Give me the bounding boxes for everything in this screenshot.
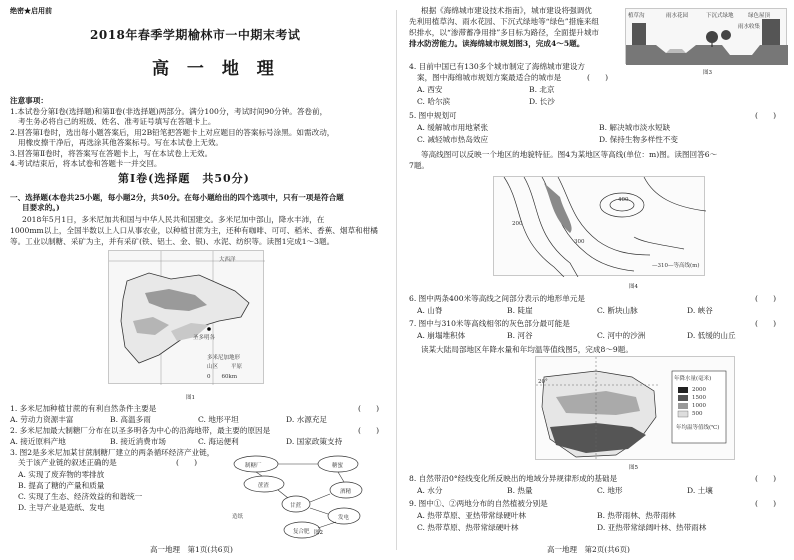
question-3: 3. 图2是多米尼加某甘蔗制糖厂建立的两条循环经济产业链， <box>10 448 215 457</box>
map-legend-plain: 平原 <box>231 364 243 370</box>
figure-5-caption: 图5 <box>629 465 638 471</box>
diagram-node-paper: 造纸 <box>232 514 244 520</box>
diagram-node-sugar-factory: 制糖厂 <box>245 463 262 469</box>
q2-option-d: D. 国家政策支持 <box>286 437 343 446</box>
q1-option-b: B. 高温多雨 <box>110 415 151 424</box>
contour-label: 400 <box>618 197 629 203</box>
q7-option-d: D. 低缓的山丘 <box>687 331 736 340</box>
passage-line: 等。工业以制糖、采矿为主，并有采矿(铁、铝土、金、银)、水泥、纺织等。读图1完成1～3题。 <box>10 237 335 246</box>
passage-line: 2018年5月1日，多米尼加共和国与中华人民共和国建交。多米尼加中部山，降水丰沛，在 <box>22 215 325 224</box>
passage-line: 织排水，以“渗滞蓄净用排”多目标为路径，全面提升城市 <box>409 28 600 37</box>
map-sea-label: 大西洋 <box>219 257 236 263</box>
answer-bracket: ( ) <box>755 499 777 508</box>
contour-label: 200 <box>512 221 523 227</box>
notice-line: 3.回答第Ⅱ卷时，将答案写在答题卡上，写在本试卷上无效。 <box>10 149 213 158</box>
q9-option-c: C. 热带草原、热带常绿硬叶林 <box>417 523 519 532</box>
q4-option-b: B. 北京 <box>529 85 555 94</box>
diagram-node-bagasse: 蔗渣 <box>258 483 270 489</box>
figure-4-contour-map <box>493 176 705 276</box>
passage-line: 读某大陆局部地区年降水量和年均温等值线图5，完成8～9题。 <box>421 345 633 354</box>
question-2: 2. 多米尼加最大制糖厂分布在以圣多明各为中心的沿海地带，最主要的原因是 <box>10 426 271 435</box>
figure-2-diagram <box>226 450 386 540</box>
diagram-node-alcohol: 酒精 <box>340 489 352 495</box>
q4-option-d: D. 长沙 <box>529 97 555 106</box>
page-footer: 高一地理 第2页(共6页) <box>547 545 630 554</box>
fig5-legend-title: 年降水量(毫米) <box>674 376 712 382</box>
figure-5-climate-map <box>535 356 735 460</box>
answer-bracket: ( ) <box>755 319 777 328</box>
answer-bracket: ( ) <box>755 474 777 483</box>
question-3-cont: 关于该产业链的叙述正确的是 <box>18 458 117 467</box>
notice-line: 2.回答第Ⅰ卷时，选出每小题答案后，用2B铅笔把答题卡上对应题目的答案标号涂黑。如需改动， <box>10 128 335 137</box>
section-intro: 一、选择题(本卷共25小题，每小题2分，共50分。在每小题给出的四个选项中，只有一项是符合题 <box>10 193 344 202</box>
q6-option-c: C. 断块山脉 <box>597 306 638 315</box>
question-7: 7. 图中与310米等高线相邻的灰色部分最可能是 <box>409 319 570 328</box>
q2-option-c: C. 海运便利 <box>198 437 239 446</box>
diagram-node-power: 发电 <box>338 515 350 521</box>
question-4: 4. 目前中国已有130多个城市制定了海绵城市建设方 <box>409 62 586 71</box>
q2-option-b: B. 接近消费市场 <box>110 437 166 446</box>
right-page <box>397 0 794 560</box>
exam-title: 2018年春季学期榆林市一中期末考试 <box>90 28 301 42</box>
fig5-legend-value: 1500 <box>692 395 706 401</box>
q5-option-c: C. 减轻城市热岛效应 <box>417 135 489 144</box>
q2-option-a: A. 接近原料产地 <box>10 437 66 446</box>
q6-option-a: A. 山脊 <box>417 306 443 315</box>
map-capital-label: 圣多明各 <box>193 335 216 341</box>
q9-option-b: B. 热带雨林、热带雨林 <box>597 511 676 520</box>
answer-bracket: ( ) <box>358 426 380 435</box>
notice-line: 1.本试卷分第Ⅰ卷(选择题)和第Ⅱ卷(非选择题)两部分。满分100分，考试时间90分钟。答卷前， <box>10 107 328 116</box>
figure-4-caption: 图4 <box>629 284 638 290</box>
notice-line: 用橡皮擦干净后，再选涂其他答案标号。写在本试卷上无效。 <box>18 138 224 147</box>
fig5-legend-value: 1000 <box>692 403 706 409</box>
fig3-label: 绿色屋顶 <box>748 13 771 19</box>
figure-1-caption: 图1 <box>186 395 195 401</box>
fig5-legend-temp: 年均温等值线(℃) <box>676 425 720 431</box>
notice-title: 注意事项： <box>10 96 48 105</box>
fig5-legend-value: 500 <box>692 411 703 417</box>
fig5-legend-value: 2000 <box>692 387 706 393</box>
q6-option-d: D. 峡谷 <box>687 306 713 315</box>
diagram-node-fertilizer: 复合肥 <box>293 529 310 535</box>
q7-option-b: B. 河谷 <box>507 331 533 340</box>
map-legend-title: 多米尼加地形 <box>207 355 241 361</box>
question-6: 6. 图中两条400米等高线之间部分表示的地形单元是 <box>409 294 586 303</box>
q1-option-c: C. 地形平坦 <box>198 415 239 424</box>
notice-line: 考生务必将自己的班级、姓名、准考证号填写在答题卡上。 <box>18 117 216 126</box>
latitude-label: 20° <box>538 379 548 385</box>
subject-title: 高 一 地 理 <box>152 59 280 79</box>
contour-legend: —310—等高线(m) <box>652 263 700 269</box>
q9-option-a: A. 热带草原、亚热带常绿硬叶林 <box>417 511 527 520</box>
passage-line: 7题。 <box>409 161 430 170</box>
answer-bracket: ( ) <box>587 73 609 82</box>
diagram-node-molasses: 糖蜜 <box>332 463 344 469</box>
figure-3-sponge-city <box>625 8 787 64</box>
question-8: 8. 自然带沿0°经线变化所反映出的地域分异规律形成的基础是 <box>409 474 618 483</box>
q8-option-d: D. 土壤 <box>687 486 713 495</box>
question-1: 1. 多米尼加种植甘蔗的有利自然条件主要是 <box>10 404 157 413</box>
diagram-node-sugarcane: 甘蔗 <box>290 503 302 509</box>
q7-option-a: A. 崩塌堆积体 <box>417 331 466 340</box>
q9-option-d: D. 亚热带常绿阔叶林、热带雨林 <box>597 523 707 532</box>
fig3-label: 下沉式绿地 <box>706 13 734 19</box>
q1-option-a: A. 劳动力资源丰富 <box>10 415 74 424</box>
figure-1-map <box>108 250 264 384</box>
q1-option-d: D. 水源充足 <box>286 415 328 424</box>
confidential-label: 绝密★启用前 <box>10 6 52 15</box>
q5-option-d: D. 保持生物多样性不变 <box>599 135 678 144</box>
q3-option-c: C. 实现了生态、经济效益的和谐统一 <box>18 492 143 501</box>
passage-line: 排水防涝能力。读海绵城市规划图3，完成4～5题。 <box>409 39 585 48</box>
figure-2-caption: 图2 <box>314 530 323 536</box>
question-4-cont: 案，图中海绵城市规划方案最适合的城市是 <box>417 73 562 82</box>
figure-3-caption: 图3 <box>703 70 712 76</box>
q8-option-b: B. 热量 <box>507 486 533 495</box>
q3-option-a: A. 实现了废弃物的零排放 <box>18 470 105 479</box>
passage-line: 根据《海绵城市建设技术指南》，城市建设将强调优 <box>421 6 592 15</box>
q7-option-c: C. 河中的沙洲 <box>597 331 646 340</box>
q4-option-a: A. 西安 <box>417 85 443 94</box>
q3-option-d: D. 主导产业是造纸、发电 <box>18 503 105 512</box>
q6-option-b: B. 陡崖 <box>507 306 533 315</box>
question-5: 5. 图中规划可 <box>409 111 457 120</box>
q3-option-b: B. 提高了糖的产量和质量 <box>18 481 105 490</box>
q5-option-b: B. 解决城市淡水短缺 <box>599 123 671 132</box>
q8-option-c: C. 地形 <box>597 486 623 495</box>
map-legend-mountain: 山区 <box>207 364 219 370</box>
fig3-label: 雨水收集 <box>738 24 761 30</box>
passage-line: 等高线图可以反映一个地区的地貌特征。图4为某地区等高线(单位：m)图。读图回答6～ <box>421 150 718 159</box>
fig3-label: 植草沟 <box>628 13 645 19</box>
answer-bracket: ( ) <box>755 111 777 120</box>
q4-option-c: C. 哈尔滨 <box>417 97 451 106</box>
passage-line: 先利用植草沟、雨水花园、下沉式绿地等“绿色”措施来组 <box>409 17 600 26</box>
notice-line: 4.考试结束后，将本试卷和答题卡一并交回。 <box>10 159 162 168</box>
section-intro: 目要求的。) <box>22 203 60 212</box>
question-9: 9. 图中①、②两地分布的自然植被分别是 <box>409 499 548 508</box>
page-footer: 高一地理 第1页(共6页) <box>150 545 233 554</box>
contour-label: 300 <box>574 239 585 245</box>
q8-option-a: A. 水分 <box>417 486 443 495</box>
climate-map-drawing <box>536 357 736 461</box>
answer-bracket: ( ) <box>358 404 380 413</box>
map-scale: 0 60km <box>207 374 238 380</box>
answer-bracket: ( ) <box>176 458 198 467</box>
passage-line: 1000mm以上，全国半数以上人口从事农业，以种植甘蔗为主，还种有咖啡、可可、稻米、香蕉、烟草和柑橘 <box>10 226 378 235</box>
answer-bracket: ( ) <box>755 294 777 303</box>
q5-option-a: A. 缓解城市用地紧张 <box>417 123 489 132</box>
volume-title: 第Ⅰ卷(选择题 共50分) <box>118 172 250 185</box>
fig3-label: 雨水花园 <box>666 13 689 19</box>
